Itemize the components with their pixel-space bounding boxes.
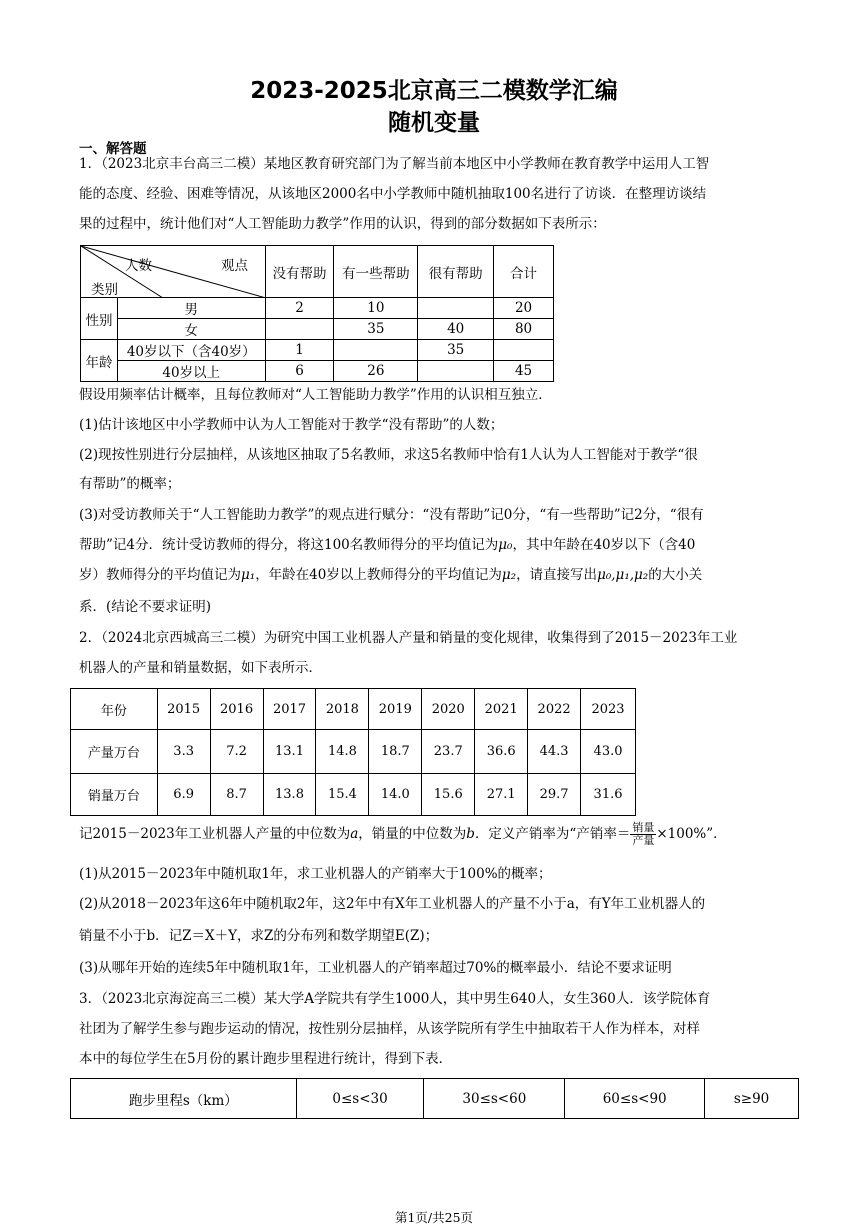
year-cell: 2022: [528, 689, 581, 730]
sales-cell: 31.6: [581, 774, 636, 816]
text-span: 记2015－2023年工业机器人产量的中位数为: [79, 826, 351, 842]
q1-sub2-line1: (2)现按性别进行分层抽样，从该地区抽取了5名教师，求这5名教师中恰有1人认为人工智能对于教学“很: [79, 447, 698, 463]
production-cell: 23.7: [422, 730, 475, 774]
production-cell: 43.0: [581, 730, 636, 774]
q1-line1: 1．（2023北京丰台高三二模）某地区教育研究部门为了解当前本地区中小学教师在教育教学中运用人工智: [79, 156, 710, 172]
sales-cell: 29.7: [528, 774, 581, 816]
q2-sub3: (3)从哪年开始的连续5年中随机取1年，工业机器人的产销率超过70%的概率最小．结论不要求证明: [79, 960, 672, 976]
table-cell: 20: [494, 298, 554, 319]
text-span: ×100%”．: [656, 826, 727, 842]
q1-sub3-line3: [79, 563, 791, 588]
production-cell: 18.7: [369, 730, 422, 774]
math-b: b: [466, 826, 475, 842]
row-header: 产量万台: [71, 730, 158, 774]
table-cell: 2: [265, 298, 334, 319]
table-cell: [418, 298, 494, 319]
production-cell: 3.3: [157, 730, 210, 774]
year-cell: 2017: [263, 689, 316, 730]
year-cell: 2019: [369, 689, 422, 730]
document-subtitle: 随机变量: [388, 110, 480, 136]
table-cell: 10: [334, 298, 418, 319]
section-heading: 一、解答题: [79, 141, 147, 157]
q1-assumption: 假设用频率估计概率，且每位教师对“人工智能助力教学”作用的认识相互独立．: [79, 387, 552, 403]
range-cell: 60≤s<90: [565, 1079, 705, 1119]
year-cell: 2016: [210, 689, 263, 730]
header-cell: 没有帮助: [265, 246, 334, 298]
q1-sub3-line1: (3)对受访教师关于“人工智能助力教学”的观点进行赋分：“没有帮助”记0分，“有一些帮助”记2分，“很有: [79, 507, 704, 523]
q1-table: [80, 245, 554, 382]
row-label: 40岁以上: [117, 361, 265, 382]
text-span: ，销量的中位数为: [358, 826, 467, 842]
year-cell: 2023: [581, 689, 636, 730]
table-cell: [334, 340, 418, 361]
row-label: 男: [117, 298, 265, 319]
q1-sub1: (1)估计该地区中小学教师中认为人工智能对于教学“没有帮助”的人数；: [79, 417, 504, 433]
range-cell: s≥90: [705, 1079, 799, 1119]
production-row: [71, 730, 636, 774]
math-mu0: μ₀: [498, 537, 513, 553]
q3-line3: 本中的每位学生在5月份的累计跑步里程进行统计，得到下表．: [79, 1051, 453, 1067]
math-mu1: μ₁: [241, 567, 256, 583]
q3-table: [70, 1078, 799, 1119]
text-span: 帮助”记4分．统计受访教师的得分，将这100名教师得分的平均值记为: [79, 537, 499, 553]
production-cell: 13.1: [263, 730, 316, 774]
math-a: a: [350, 826, 359, 842]
math-mus: μ₀,μ₁,μ₂: [597, 567, 649, 583]
production-cell: 7.2: [210, 730, 263, 774]
group-label-gender: 性别: [81, 298, 118, 340]
q1-sub3-line4: 系．(结论不要求证明): [79, 599, 212, 615]
year-row: [71, 689, 636, 730]
sales-cell: 13.8: [263, 774, 316, 816]
corner-label-opinion: 观点: [221, 258, 248, 274]
q3-line1: 3．（2023北京海淀高三二模）某大学A学院共有学生1000人，其中男生640人，女生360人．该学院体育: [79, 991, 711, 1007]
q2-sub1: (1)从2015－2023年中随机取1年，求工业机器人的产销率大于100%的概率；: [79, 866, 552, 882]
year-cell: 2015: [157, 689, 210, 730]
row-header: 跑步里程s（km）: [71, 1079, 297, 1119]
fraction-denominator: 产量: [632, 834, 655, 847]
table-corner-cell: [81, 246, 266, 298]
table-cell: 1: [265, 340, 334, 361]
sales-cell: 15.6: [422, 774, 475, 816]
table-cell: 45: [494, 361, 554, 382]
table-cell: [418, 361, 494, 382]
q3-line2: 社团为了解学生参与跑步运动的情况，按性别分层抽样，从该学院所有学生中抽取若干人作为样本，对样: [79, 1021, 700, 1037]
table-cell: [265, 319, 334, 340]
sales-cell: 14.0: [369, 774, 422, 816]
q2-line1: 2．（2024北京西城高三二模）为研究中国工业机器人产量和销量的变化规律，收集得到了2015－2023年工业: [79, 630, 738, 646]
page-number: 第1页/共25页: [394, 1210, 474, 1225]
table-cell: 26: [334, 361, 418, 382]
row-label: 40岁以下（含40岁）: [117, 340, 265, 361]
sales-cell: 6.9: [157, 774, 210, 816]
group-label-age: 年龄: [81, 340, 118, 382]
text-span: ，年龄在40岁以上教师得分的平均值记为: [255, 567, 502, 583]
range-cell: 30≤s<60: [424, 1079, 565, 1119]
production-cell: 14.8: [316, 730, 369, 774]
q1-line3: 果的过程中，统计他们对“人工智能助力教学”作用的认识，得到的部分数据如下表所示：: [79, 216, 606, 232]
year-cell: 2021: [475, 689, 528, 730]
q2-sub2-line2: 销量不小于b．记Z＝X＋Y，求Z的分布列和数学期望E(Z)；: [79, 928, 439, 944]
row-header: 销量万台: [71, 774, 158, 816]
sales-cell: 8.7: [210, 774, 263, 816]
q1-sub2-line2: 有帮助”的概率；: [79, 476, 181, 492]
q1-line2: 能的态度、经验、困难等情况，从该地区2000名中小学教师中随机抽取100名进行了访谈．在整理访谈结: [79, 186, 707, 202]
table-cell: 35: [418, 340, 494, 361]
table-cell: 6: [265, 361, 334, 382]
sales-cell: 27.1: [475, 774, 528, 816]
ratio-fraction: [630, 822, 656, 847]
row-header: 年份: [71, 689, 158, 730]
header-cell: 合计: [494, 246, 554, 298]
table-cell: 40: [418, 319, 494, 340]
row-label: 女: [117, 319, 265, 340]
production-cell: 44.3: [528, 730, 581, 774]
text-span: 的大小关: [648, 567, 703, 583]
table-cell: [494, 340, 554, 361]
header-cell: 有一些帮助: [334, 246, 418, 298]
header-cell: 很有帮助: [418, 246, 494, 298]
text-span: ．定义产销率为“产销率＝: [474, 826, 631, 842]
document-title: 2023-2025北京高三二模数学汇编: [250, 78, 618, 104]
q2-definition: [79, 822, 791, 847]
text-span: ，其中年龄在40岁以下（含40: [512, 537, 696, 553]
q1-sub3-line2: [79, 533, 791, 558]
corner-label-category: 类别: [91, 282, 118, 298]
table-cell: 80: [494, 319, 554, 340]
sales-row: [71, 774, 636, 816]
range-cell: 0≤s<30: [296, 1079, 424, 1119]
production-cell: 36.6: [475, 730, 528, 774]
math-mu2: μ₂: [501, 567, 517, 583]
table-cell: 35: [334, 319, 418, 340]
q2-table: [70, 688, 636, 816]
q2-line2: 机器人的产量和销量数据，如下表所示．: [79, 660, 322, 676]
q2-sub2-line1: (2)从2018－2023年这6年中随机取2年，这2年中有X年工业机器人的产量不小于a，有Y年工业机器人的: [79, 896, 706, 912]
year-cell: 2018: [316, 689, 369, 730]
text-span: ，请直接写出: [516, 567, 598, 583]
fraction-numerator: 销量: [632, 821, 655, 834]
corner-label-count: 人数: [125, 258, 152, 274]
year-cell: 2020: [422, 689, 475, 730]
text-span: 岁）教师得分的平均值记为: [79, 567, 241, 583]
sales-cell: 15.4: [316, 774, 369, 816]
